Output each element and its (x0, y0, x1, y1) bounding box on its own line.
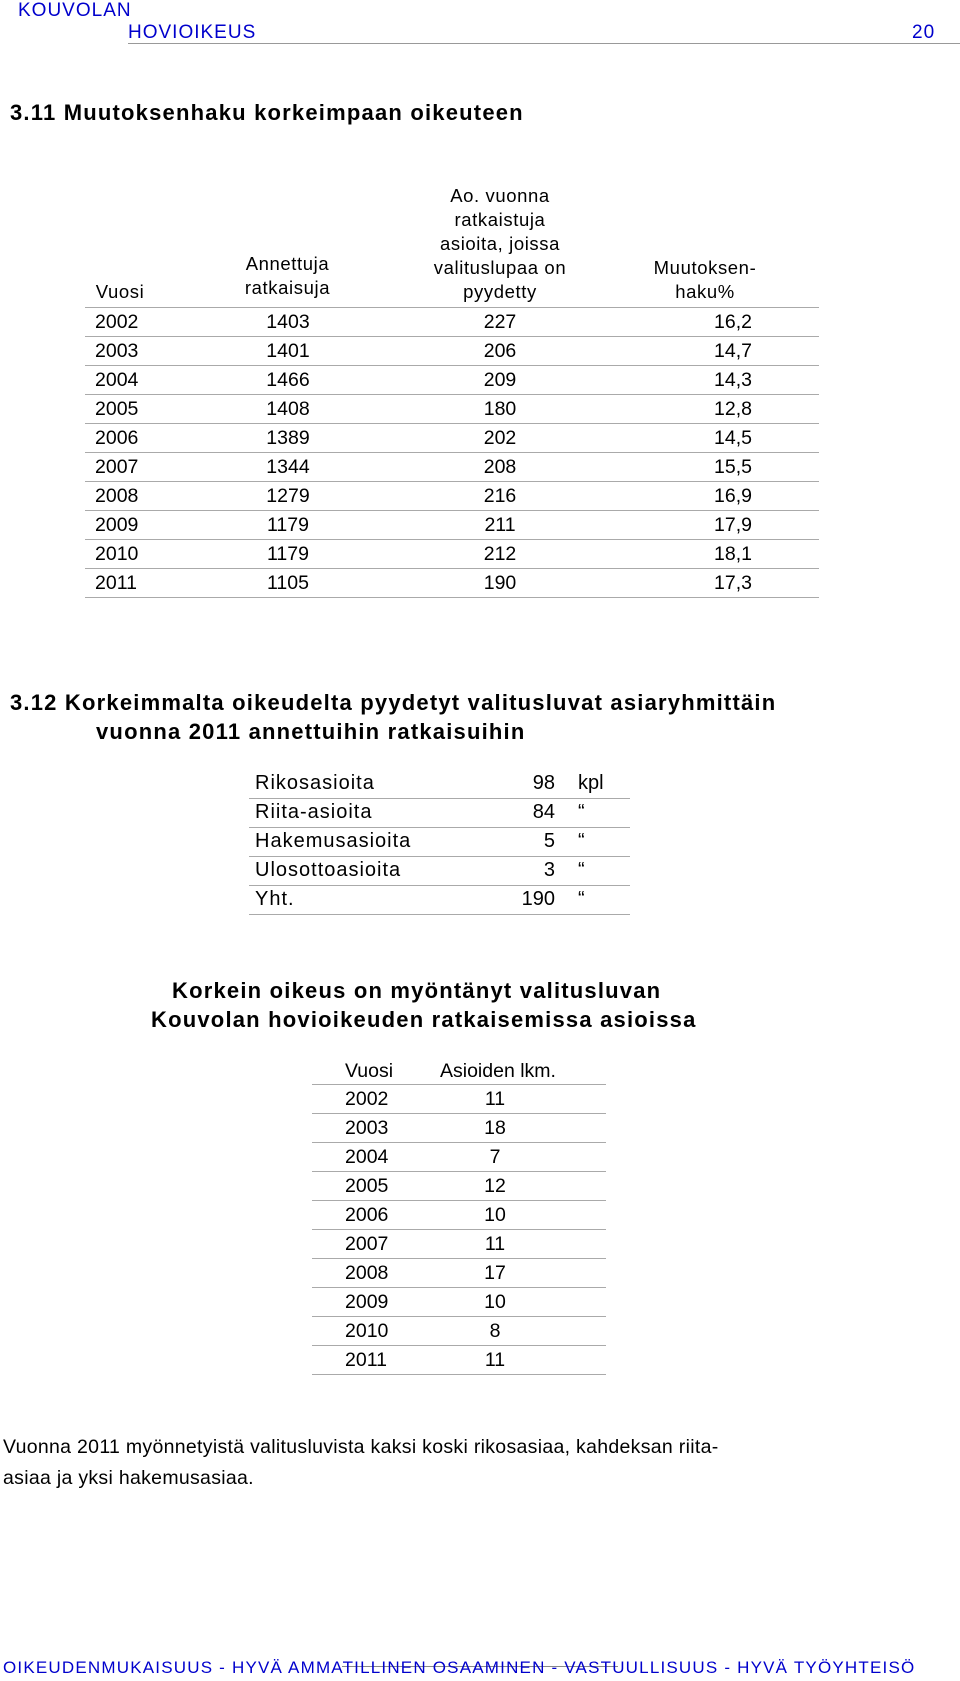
group-count: 84 (532, 801, 555, 823)
footer-values: OIKEUDENMUKAISUUS - HYVÄ AMMATILLINEN OSAAMINEN - VASTUULLISUUS - HYVÄ TYÖYHTEISÖ (3, 1658, 916, 1677)
row-rule (249, 856, 630, 857)
col-header-given-2: ratkaisuja (244, 277, 331, 298)
cell-appealed: 216 (483, 485, 517, 507)
row-rule (312, 1316, 606, 1317)
row-rule (85, 539, 819, 540)
granted-title-line2: Kouvolan hovioikeuden ratkaisemissa asioissa (151, 1007, 697, 1032)
row-rule (249, 798, 630, 799)
summary-line2: asiaa ja yksi hakemusasiaa. (3, 1467, 254, 1489)
cell-given: 1401 (266, 340, 310, 362)
cell-given: 1466 (266, 369, 310, 391)
cell-appealed: 180 (483, 398, 517, 420)
col-header-given-1: Annettuja (245, 253, 330, 274)
cell-percent: 12,8 (714, 398, 752, 420)
granted-year: 2011 (345, 1349, 387, 1371)
cell-year: 2010 (95, 543, 139, 565)
cell-year: 2006 (95, 427, 139, 449)
granted-year: 2006 (345, 1204, 389, 1226)
cell-appealed: 227 (483, 311, 517, 333)
row-rule (85, 568, 819, 569)
group-count: 5 (543, 830, 555, 852)
granted-col-header-year: Vuosi (345, 1060, 394, 1082)
row-rule (249, 827, 630, 828)
granted-year: 2002 (345, 1088, 389, 1110)
granted-count: 18 (484, 1117, 506, 1139)
cell-given: 1403 (266, 311, 310, 333)
row-rule (249, 914, 630, 915)
group-name: Ulosottoasioita (255, 859, 402, 881)
cell-year: 2005 (95, 398, 139, 420)
granted-year: 2009 (345, 1291, 389, 1313)
granted-count: 12 (484, 1175, 506, 1197)
cell-percent: 17,3 (714, 572, 752, 594)
cell-percent: 16,9 (714, 485, 752, 507)
group-name: Hakemusasioita (255, 830, 412, 852)
cell-percent: 14,7 (714, 340, 752, 362)
cell-appealed: 202 (483, 427, 517, 449)
col-header-year: Vuosi (95, 281, 145, 302)
cell-given: 1105 (267, 572, 309, 594)
group-unit: kpl (578, 772, 604, 794)
granted-year: 2004 (345, 1146, 389, 1168)
row-rule (85, 365, 819, 366)
cell-year: 2003 (95, 340, 139, 362)
cell-percent: 18,1 (714, 543, 752, 565)
cell-appealed: 211 (484, 514, 516, 536)
granted-count: 8 (489, 1320, 501, 1342)
granted-count: 10 (484, 1204, 506, 1226)
col-header-appealed-2: ratkaistuja (454, 209, 546, 230)
granted-count: 11 (484, 1233, 506, 1255)
group-unit: “ (578, 888, 585, 910)
cell-year: 2009 (95, 514, 139, 536)
group-count: 98 (532, 772, 555, 794)
row-rule (312, 1345, 606, 1346)
granted-year: 2008 (345, 1262, 389, 1284)
cell-percent: 14,5 (714, 427, 752, 449)
cell-year: 2008 (95, 485, 139, 507)
col-header-percent-2: haku% (675, 281, 735, 302)
section-title-3-11: 3.11 Muutoksenhaku korkeimpaan oikeuteen (10, 100, 524, 125)
row-rule (312, 1258, 606, 1259)
cell-given: 1279 (266, 485, 310, 507)
col-header-percent-1: Muutoksen- (653, 257, 757, 278)
granted-title-line1: Korkein oikeus on myöntänyt valitusluvan (172, 978, 662, 1003)
granted-year: 2003 (345, 1117, 389, 1139)
cell-given: 1344 (266, 456, 310, 478)
group-name: Riita-asioita (255, 801, 373, 823)
granted-year: 2005 (345, 1175, 389, 1197)
granted-count: 11 (484, 1349, 506, 1371)
row-rule (312, 1229, 606, 1230)
group-unit: “ (578, 859, 585, 881)
row-rule (249, 885, 630, 886)
cell-year: 2011 (95, 572, 137, 594)
cell-given: 1408 (266, 398, 310, 420)
cell-appealed: 206 (483, 340, 517, 362)
granted-year: 2010 (345, 1320, 389, 1342)
granted-year: 2007 (345, 1233, 389, 1255)
granted-header-rule (312, 1084, 606, 1085)
cell-percent: 14,3 (714, 369, 752, 391)
row-rule (85, 394, 819, 395)
section-title-3-12-line1: 3.12 Korkeimmalta oikeudelta pyydetyt valitusluvat asiaryhmittäin (10, 690, 777, 715)
granted-count: 10 (484, 1291, 506, 1313)
row-rule (312, 1113, 606, 1114)
cell-appealed: 190 (483, 572, 517, 594)
group-unit: “ (578, 801, 585, 823)
granted-count: 7 (489, 1146, 501, 1168)
col-header-appealed-3: asioita, joissa (439, 233, 561, 254)
row-rule (85, 452, 819, 453)
row-rule (85, 481, 819, 482)
row-rule (312, 1142, 606, 1143)
cell-year: 2007 (95, 456, 139, 478)
col-header-appealed-5: pyydetty (463, 281, 537, 302)
org-name-line2: HOVIOIKEUS (128, 22, 257, 43)
row-rule (85, 510, 819, 511)
summary-line1: Vuonna 2011 myönnetyistä valitusluvista kaksi koski rikosasiaa, kahdeksan riita- (3, 1436, 719, 1458)
granted-col-header-count: Asioiden lkm. (440, 1060, 556, 1082)
cell-year: 2002 (95, 311, 139, 333)
page-number: 20 (912, 22, 936, 43)
col-header-appealed-4: valituslupaa on (433, 257, 567, 278)
row-rule (85, 423, 819, 424)
cell-year: 2004 (95, 369, 139, 391)
header-rule (128, 43, 960, 44)
row-rule (85, 336, 819, 337)
granted-count: 17 (484, 1262, 506, 1284)
cell-appealed: 208 (483, 456, 517, 478)
cell-appealed: 212 (483, 543, 517, 565)
granted-count: 11 (484, 1088, 506, 1110)
cell-given: 1389 (266, 427, 310, 449)
group-name: Rikosasioita (255, 772, 375, 794)
row-rule (312, 1171, 606, 1172)
org-name-line1: KOUVOLAN (18, 0, 132, 21)
section-title-3-12-line2: vuonna 2011 annettuihin ratkaisuihin (96, 719, 526, 744)
row-rule (85, 597, 819, 598)
cell-appealed: 209 (483, 369, 517, 391)
row-rule (312, 1200, 606, 1201)
table-header-rule (85, 307, 819, 308)
group-count: 3 (543, 859, 555, 881)
cell-percent: 16,2 (714, 311, 752, 333)
group-name: Yht. (255, 888, 295, 910)
row-rule (312, 1287, 606, 1288)
cell-given: 1179 (267, 514, 309, 536)
cell-percent: 17,9 (714, 514, 752, 536)
group-unit: “ (578, 830, 585, 852)
cell-percent: 15,5 (714, 456, 752, 478)
cell-given: 1179 (267, 543, 309, 565)
group-count: 190 (521, 888, 555, 910)
row-rule (312, 1374, 606, 1375)
col-header-appealed-1: Ao. vuonna (450, 185, 550, 206)
